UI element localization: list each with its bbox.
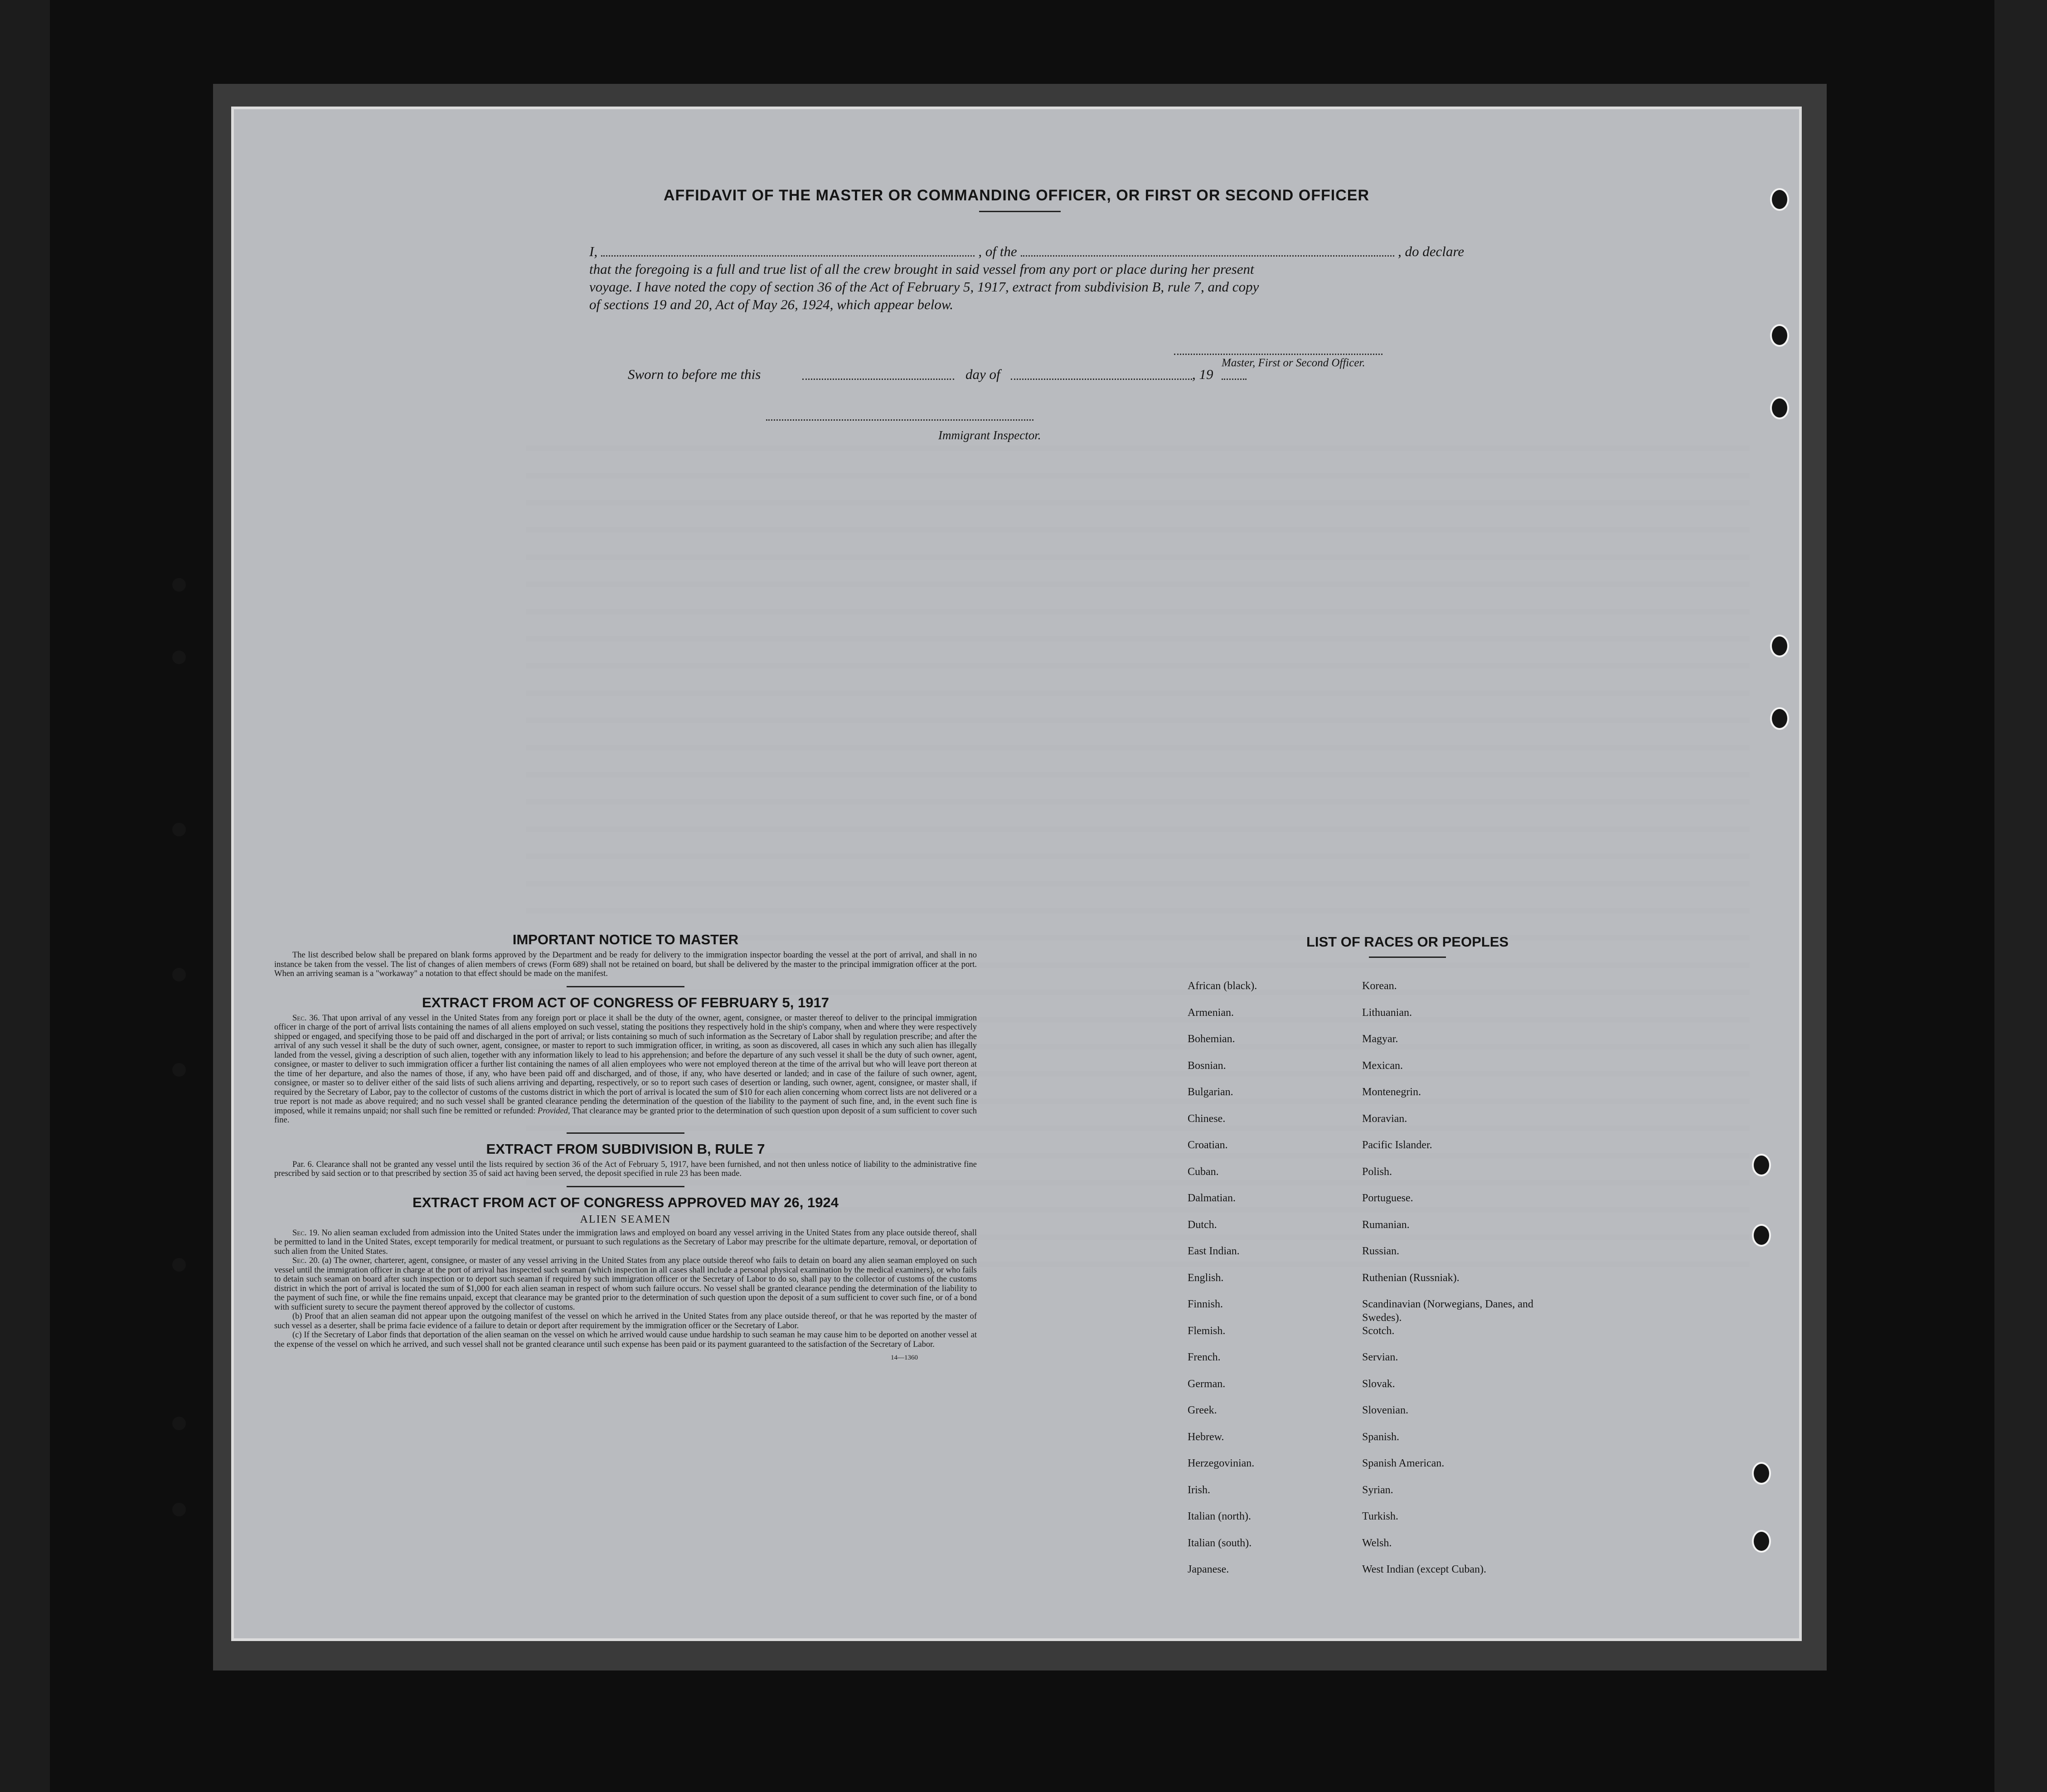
race-item: Moravian.: [1362, 1112, 1407, 1125]
alien-seamen-subtitle: ALIEN SEAMEN: [580, 1213, 671, 1225]
scan-left-border: [0, 0, 50, 1792]
title-underline: [979, 211, 1061, 212]
race-item: West Indian (except Cuban).: [1362, 1564, 1486, 1575]
race-item: Magyar.: [1362, 1033, 1398, 1045]
affidavit-text: [589, 243, 1464, 313]
race-item: Russian.: [1362, 1245, 1400, 1257]
sec-19-label: Sec. 19.: [292, 1228, 320, 1238]
sec-20a: [274, 1256, 977, 1312]
race-item: Mexican.: [1362, 1059, 1403, 1072]
race-item: Syrian.: [1362, 1484, 1393, 1496]
inspector-label: Immigrant Inspector.: [938, 428, 1041, 442]
notice-title: IMPORTANT NOTICE TO MASTER: [512, 932, 739, 947]
races-right-column: [1362, 979, 1552, 1589]
extract-1917-title: EXTRACT FROM ACT OF CONGRESS OF FEBRUARY 5, 1917: [422, 994, 829, 1010]
affidavit-of-the: , of the: [978, 243, 1017, 259]
sworn-date-field[interactable]: [802, 379, 954, 380]
race-item: Servian.: [1362, 1351, 1398, 1363]
race-item: Ruthenian (Russniak).: [1362, 1272, 1460, 1284]
race-item: Finnish.: [1188, 1298, 1223, 1310]
race-item: Portuguese.: [1362, 1192, 1413, 1204]
affidavit-line-3: voyage. I have noted the copy of section 36 of the Act of February 5, 1917, extract from subdivision B, rule 7, and copy: [589, 279, 1259, 295]
race-item: Bohemian.: [1188, 1033, 1235, 1045]
sworn-year-prefix: , 19: [1192, 366, 1213, 382]
race-item: East Indian.: [1188, 1245, 1240, 1257]
race-item: Polish.: [1362, 1166, 1392, 1178]
binding-hole: [172, 968, 186, 981]
sec-20a-text: (a) The owner, charterer, agent, consignee, or master of any vessel arriving in the United States from any place outside thereof who fails to detain on board any alien seaman employed on such vessel until the immigration officer in charge at the port of arrival has inspected such seaman (which inspection in all cases shall include a personal physical examination by the medical examiners), or who fails to detain such seaman on board after such inspection or to deport such seaman if required by such immigration officer or the Secretary of Labor to do so, shall pay to the collector of customs of the customs district in which the port of arrival is located the sum of $1,000 for each alien seaman in respect of whom such failure occurs. No vessel shall be granted clearance pending the determination of the liability to the payment of such fine, or while the fine remains unpaid, except that clearance may be granted prior to the determination of such question upon the deposit of a sum sufficient to cover such fine, or of a bond with sufficient surety to secure the payment thereof approved by the collector of customs.: [274, 1256, 977, 1312]
sec-36-label: Sec. 36.: [292, 1013, 320, 1023]
sworn-day-of: day of: [965, 366, 1000, 382]
race-item: Italian (north).: [1188, 1510, 1251, 1522]
race-item: Chinese.: [1188, 1112, 1226, 1125]
race-item: Scandinavian (Norwegians, Danes, and Swedes).: [1362, 1298, 1533, 1324]
races-title-underline: [1369, 957, 1446, 958]
race-item: Slovak.: [1362, 1378, 1395, 1390]
race-item: French.: [1188, 1351, 1221, 1363]
extract-1924-title: EXTRACT FROM ACT OF CONGRESS APPROVED MAY 26, 1924: [412, 1194, 839, 1210]
race-item: Bulgarian.: [1188, 1086, 1233, 1098]
affidavit-declare: , do declare: [1397, 243, 1465, 259]
race-item: Rumanian.: [1362, 1219, 1410, 1231]
race-item: Cuban.: [1188, 1166, 1219, 1178]
binding-hole: [1770, 397, 1789, 419]
binding-hole: [1752, 1224, 1771, 1247]
race-item: Montenegrin.: [1362, 1086, 1421, 1098]
sec-20b: (b) Proof that an alien seaman did not appear upon the outgoing manifest of the vessel on which he arrived in the United States from any place outside thereof, or that he was reported by the master of such vessel as a deserter, shall be prima facie evidence of a failure to detain or deport after requirement by the immigration officer or the Secretary of Labor.: [274, 1312, 977, 1331]
affidavit-line-1: [589, 243, 1464, 260]
scan-right-border: [1994, 0, 2047, 1792]
race-item: Lithuanian.: [1362, 1006, 1412, 1019]
race-item: Spanish American.: [1362, 1457, 1445, 1469]
divider: [567, 1186, 684, 1187]
proviso-label: Provided,: [537, 1106, 570, 1116]
binding-hole: [172, 1503, 186, 1516]
master-signature-field[interactable]: [1174, 354, 1382, 355]
binding-hole: [172, 823, 186, 836]
race-item: Pacific Islander.: [1362, 1139, 1432, 1151]
race-item: Dalmatian.: [1188, 1192, 1236, 1204]
race-item: Turkish.: [1362, 1510, 1398, 1522]
sworn-year-field[interactable]: [1222, 379, 1247, 380]
extract-rule7-title: EXTRACT FROM SUBDIVISION B, RULE 7: [486, 1141, 765, 1157]
sec-20-label: Sec. 20.: [292, 1256, 320, 1265]
races-left-column: [1188, 979, 1378, 1589]
race-item: Croatian.: [1188, 1139, 1228, 1151]
race-item: Armenian.: [1188, 1006, 1234, 1019]
officer-name-field[interactable]: [601, 255, 975, 257]
form-code: 14—1360: [891, 1354, 918, 1361]
master-signature-label: Master, First or Second Officer.: [1222, 357, 1365, 369]
binding-hole: [172, 1417, 186, 1430]
binding-hole: [1770, 707, 1789, 730]
sworn-month-field[interactable]: [1011, 379, 1192, 380]
race-item: Flemish.: [1188, 1325, 1226, 1337]
sec-19: [274, 1229, 977, 1257]
sec-20c: (c) If the Secretary of Labor finds that deportation of the alien seaman on the vessel on which he arrived would cause undue hardship to such seaman he may cause him to be deported on another vessel at the expense of the vessel on which he arrived, and such vessel shall not be granted clearance until such expense has been paid or its payment guaranteed to the satisfaction of the Secretary of Labor.: [274, 1331, 977, 1349]
legal-notices: [274, 932, 977, 1362]
binding-hole: [172, 1063, 186, 1077]
race-item: English.: [1188, 1272, 1224, 1284]
race-item: Korean.: [1362, 980, 1397, 992]
manifest-page: [231, 107, 1802, 1641]
binding-hole: [1752, 1530, 1771, 1553]
binding-hole: [172, 651, 186, 664]
affidavit-i: I,: [589, 243, 598, 259]
sec-19-text: No alien seaman excluded from admission into the United States under the immigration laws and employed on board any vessel arriving in the United States from any place outside thereof, shall be permitted to land in the United States, except temporarily for medical treatment, or pursuant to such regulations as the Secretary of Labor may prescribe for the ultimate departure, removal, or deportation of such alien from the United States.: [274, 1228, 977, 1256]
binding-hole: [172, 578, 186, 592]
sworn-text: Sworn to before me this: [628, 366, 761, 382]
extract-rule7-body: Par. 6. Clearance shall not be granted any vessel until the lists required by section 36 of the Act of February 5, 1917, have been furnished, and not then unless notice of liability to the administrative fine prescribed by said section or to that prescribed by section 35 of said act having been served, the deposit specified in rule 23 has been made.: [274, 1160, 977, 1178]
proviso-text: That clearance may be granted prior to the determination of such question upon deposit of a sum sufficient to cover such fine.: [274, 1106, 977, 1125]
races-title: LIST OF RACES OR PEOPLES: [1306, 934, 1509, 950]
race-item: Japanese.: [1188, 1564, 1229, 1575]
binding-hole: [1752, 1154, 1771, 1176]
sec-36-text: That upon arrival of any vessel in the United States from any foreign port or place it shall be the duty of the owner, agent, consignee, or master thereof to deliver to the principal immigration officer in charge of the port of arrival lists containing the names of all aliens employed on such vessel, stating the positions they respectively hold in the ship's company, when and where they were respectively shipped or engaged, and specifying those to be paid off and discharged in the port of arrival; or lists containing so much of such information as the Secretary of Labor shall by regulation prescribe; and after the arrival of any such vessel it shall be the duty of such owner, agent, consignee, or master to report to such immigration officer, in writing, as soon as discovered, all cases in which any such alien has illegally landed from the vessel, giving a description of such alien, together with any information likely to lead to his apprehension; and before the departure of any such vessel it shall be the duty of such owner, agent, consignee, or master to deliver to such immigration officer a further list containing the names of all alien employees who were not employed thereon at the time of the arrival but who will leave port thereon at the time of her departure, and also the names of those, if any, who have been paid off and discharged, and of those, if any, who have deserted or landed; and in case of the failure of such owner, agent, consignee, or master so to deliver either of the said lists of such aliens arriving and departing, respectively, or so to report such cases of desertion or landing, such owner, agent, consignee, or master shall, if required by the Secretary of Labor, pay to the collector of customs of the customs district in which the port of arrival is located the sum of $10 for each alien concerning whom correct lists are not delivered or a true report is not made as above required; and no such vessel shall be granted clearance pending the determination of the question of the liability to the payment of such fine, and, in the event such fine is imposed, while it remains unpaid; nor shall such fine be remitted or refunded:: [274, 1013, 977, 1116]
affidavit-title: AFFIDAVIT OF THE MASTER OR COMMANDING OFFICER, OR FIRST OR SECOND OFFICER: [664, 187, 1369, 204]
extract-1917-body: [274, 1014, 977, 1125]
notice-body: The list described below shall be prepared on blank forms approved by the Department and be ready for delivery to the immigration inspector boarding the vessel at the port of arrival, and shall in no instance be taken from the vessel. The list of changes of alien members of crews (Form 689) shall not be retained on board, but shall be delivered by the master to the principal immigration officer at the port. When an arriving seaman is a "workaway" a notation to that effect should be made on the manifest.: [274, 951, 977, 978]
race-item: Irish.: [1188, 1484, 1210, 1496]
divider: [567, 1132, 684, 1134]
vessel-name-field[interactable]: [1021, 255, 1394, 257]
binding-hole: [1752, 1462, 1771, 1485]
race-item: Greek.: [1188, 1404, 1217, 1416]
binding-hole: [1770, 324, 1789, 347]
binding-hole: [172, 1258, 186, 1272]
race-item: German.: [1188, 1378, 1226, 1390]
race-item: African (black).: [1188, 980, 1257, 992]
race-item: Bosnian.: [1188, 1059, 1226, 1072]
race-item: Dutch.: [1188, 1219, 1217, 1231]
inspector-signature-line[interactable]: [766, 419, 1033, 421]
race-item: Herzegovinian.: [1188, 1457, 1255, 1469]
races-list: [1181, 934, 1634, 1575]
race-item: Slovenian.: [1362, 1404, 1408, 1416]
affidavit-line-4: of sections 19 and 20, Act of May 26, 1924, which appear below.: [589, 296, 954, 312]
race-item: Welsh.: [1362, 1537, 1392, 1549]
affidavit-line-2: that the foregoing is a full and true list of all the crew brought in said vessel from any port or place during her present: [589, 261, 1254, 277]
race-item: Spanish.: [1362, 1431, 1400, 1443]
divider: [567, 986, 684, 987]
race-item: Hebrew.: [1188, 1431, 1224, 1443]
race-item: Italian (south).: [1188, 1537, 1252, 1549]
race-item: Scotch.: [1362, 1325, 1395, 1337]
binding-hole: [1770, 635, 1789, 657]
